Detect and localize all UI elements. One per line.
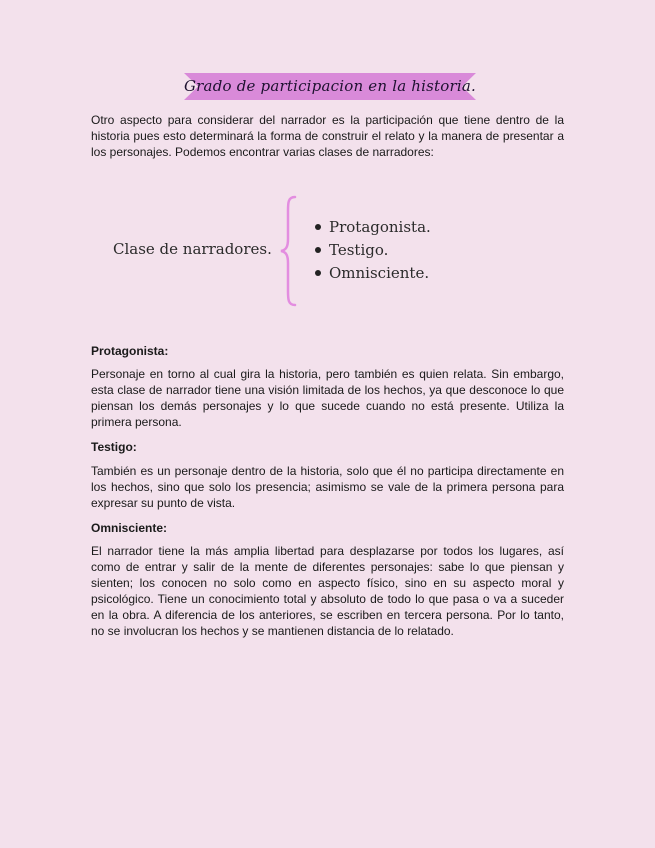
section-heading-omnisciente: Omnisciente: bbox=[91, 521, 168, 535]
list-item: Omnisciente. bbox=[315, 262, 431, 285]
section-text-omnisciente: El narrador tiene la más amplia libertad para desplazarse por todos los lugares, así como de entrar y salir de la mente de diferentes personajes: sabe lo que piensan y sienten; los conocen no solo como en aspecto físico, sino en su aspecto moral y psicológico. Tiene un conocimiento total y absoluto de todo lo que pasa o va a suceder en la obra. A diferencia de los anteriores, se escriben en tercera persona. Por lo tanto, no se involucran los hechos y se mantienen distancia de lo relatado. bbox=[91, 544, 564, 638]
page-title: Grado de participacion en la historia. bbox=[184, 77, 476, 95]
diagram-label: Clase de narradores. bbox=[113, 240, 272, 258]
section-heading-protagonista: Protagonista: bbox=[91, 344, 169, 358]
section-heading-testigo: Testigo: bbox=[91, 440, 137, 454]
narrator-type-list bbox=[315, 216, 431, 285]
list-item: Protagonista. bbox=[315, 216, 431, 239]
bullet-icon bbox=[315, 270, 321, 276]
intro-paragraph: Otro aspecto para considerar del narrador es la participación que tiene dentro de la historia pues esto determinará la forma de construir el relato y la manera de presentar a los personajes. Podemos encontrar varias clases de narradores: bbox=[91, 113, 564, 159]
section-text-testigo: También es un personaje dentro de la historia, solo que él no participa directamente en los hechos, sino que solo los presencia; asimismo se vale de la primera persona para expresar su punto de vista. bbox=[91, 464, 564, 510]
bullet-icon bbox=[315, 224, 321, 230]
bullet-icon bbox=[315, 247, 321, 253]
section-text-protagonista: Personaje en torno al cual gira la historia, pero también es quien relata. Sin embargo, esta clase de narrador tiene una visión limitada de los hechos, ya que desconoce lo que piensan los demás personajes y lo que sucede cuando no está presente. Utiliza la primera persona. bbox=[91, 367, 564, 429]
curly-brace-icon bbox=[279, 195, 299, 307]
list-item: Testigo. bbox=[315, 239, 431, 262]
title-banner bbox=[184, 73, 476, 100]
